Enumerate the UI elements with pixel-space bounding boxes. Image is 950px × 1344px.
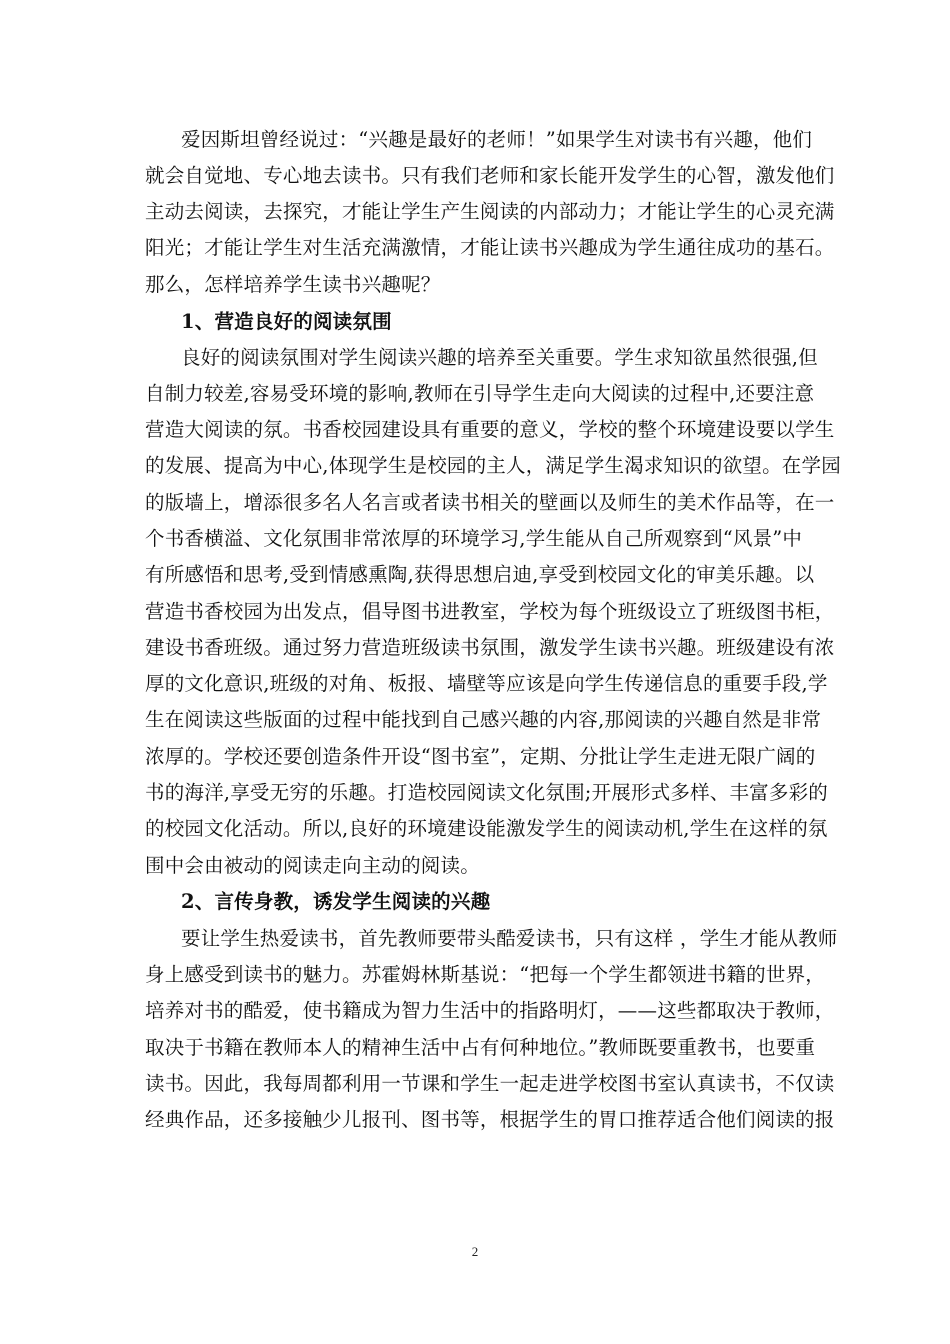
section-1-line-12: 浓厚的。学校还要创造条件开设“图书室”，定期、分批让学生走进无限广阔的 (145, 745, 816, 768)
section-1-line-8: 营造书香校园为出发点，倡导图书进教室，学校为每个班级设立了班级图书柜， (145, 600, 835, 623)
section-1-line-9: 建设书香班级。通过努力营造班级读书氛围，激发学生读书兴趣。班级建设有浓 (145, 636, 835, 659)
intro-line-3: 主动去阅读，去探究，才能让学生产生阅读的内部动力；才能让学生的心灵充满 (145, 200, 835, 223)
section-1-line-4: 的发展、提高为中心,体现学生是校园的主人，满足学生渴求知识的欲望。在学园 (145, 454, 841, 477)
section-1-line-14: 的校园文化活动。所以,良好的环境建设能激发学生的阅读动机,学生在这样的氛 (145, 817, 828, 840)
section-2-line-1: 要让学生热爱读书，首先教师要带头酷爱读书，只有这样 ，学生才能从教师 (181, 927, 838, 950)
section-1-line-13: 书的海洋,享受无穷的乐趣。打造校园阅读文化氛围;开展形式多样、丰富多彩的 (145, 781, 828, 804)
section-1-line-7: 有所感悟和思考,受到情感熏陶,获得思想启迪,享受到校园文化的审美乐趣。以 (145, 563, 815, 586)
section-1-line-5: 的版墙上，增添很多名人名言或者读书相关的壁画以及师生的美术作品等，在一 (145, 491, 835, 514)
section-1-line-15: 围中会由被动的阅读走向主动的阅读。 (145, 854, 480, 877)
section-1-heading: 1、营造良好的阅读氛围 (181, 310, 392, 333)
section-1-line-2: 自制力较差,容易受环境的影响,教师在引导学生走向大阅读的过程中,还要注意 (145, 382, 815, 405)
section-2-heading: 2、言传身教，诱发学生阅读的兴趣 (181, 890, 491, 913)
section-2-line-3: 培养对书的酷爱，使书籍成为智力生活中的指路明灯，——这些都取决于教师， (145, 999, 835, 1022)
section-1-line-3: 营造大阅读的氛。书香校园建设具有重要的意义，学校的整个环境建设要以学生 (145, 418, 835, 441)
section-2-line-6: 经典作品，还多接触少儿报刊、图书等，根据学生的胃口推荐适合他们阅读的报 (145, 1108, 835, 1131)
section-1-line-1: 良好的阅读氛围对学生阅读兴趣的培养至关重要。学生求知欲虽然很强,但 (181, 346, 818, 369)
section-1-line-11: 生在阅读这些版面的过程中能找到自己感兴趣的内容,那阅读的兴趣自然是非常 (145, 708, 822, 731)
section-1-line-10: 厚的文化意识,班级的对角、板报、墙壁等应该是向学生传递信息的重要手段,学 (145, 672, 828, 695)
section-2-line-2: 身上感受到读书的魅力。苏霍姆林斯基说：“把每一个学生都领进书籍的世界， (145, 963, 825, 986)
section-1-line-6: 个书香横溢、文化氛围非常浓厚的环境学习,学生能从自己所观察到“风景”中 (145, 527, 803, 550)
section-2-line-5: 读书。因此，我每周都利用一节课和学生一起走进学校图书室认真读书，不仅读 (145, 1072, 835, 1095)
intro-line-2: 就会自觉地、专心地去读书。只有我们老师和家长能开发学生的心智，激发他们 (145, 164, 835, 187)
intro-line-5: 那么，怎样培养学生读书兴趣呢？ (145, 273, 441, 296)
section-2-line-4: 取决于书籍在教师本人的精神生活中占有何种地位。”教师既要重教书，也要重 (145, 1036, 816, 1059)
intro-line-4: 阳光；才能让学生对生活充满激情，才能让读书兴趣成为学生通往成功的基石。 (145, 236, 835, 259)
page-number: 2 (471, 1244, 479, 1259)
intro-line-1: 爱因斯坦曾经说过：“兴趣是最好的老师！”如果学生对读书有兴趣，他们 (181, 128, 813, 151)
